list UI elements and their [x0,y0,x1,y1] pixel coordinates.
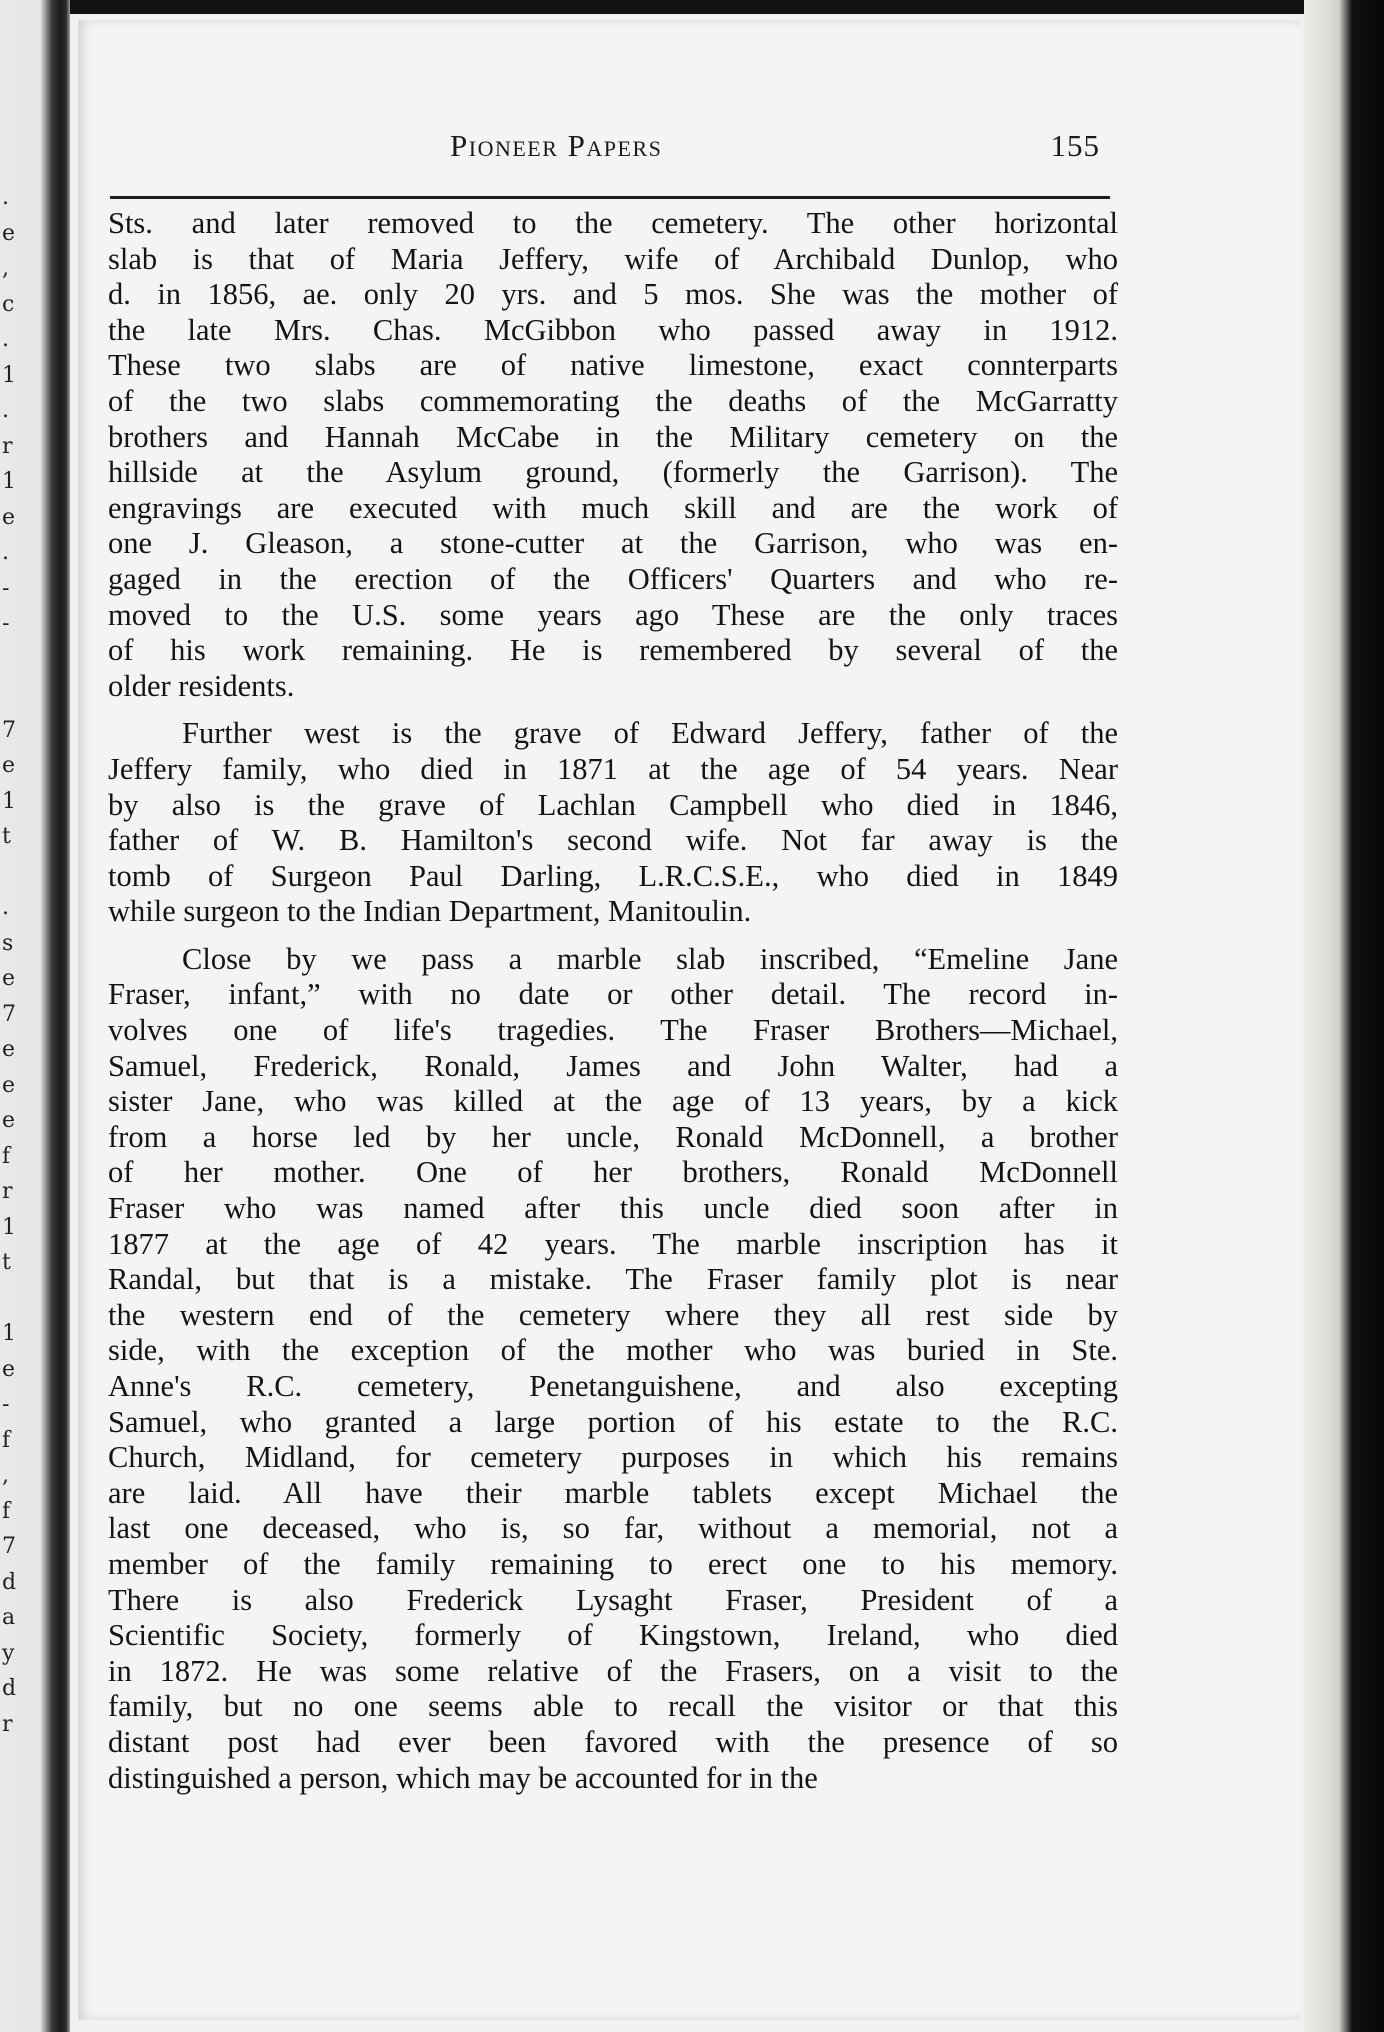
margin-fragment [2,642,26,678]
margin-fragment: y [2,1640,15,1666]
running-head [110,128,1110,168]
margin-fragment: 7 [2,1001,16,1027]
text-line: from a horse led by her uncle, Ronald McDonnell, a brother [108,1119,1118,1154]
margin-fragment: f [2,1427,11,1453]
margin-fragment: e [2,1356,16,1382]
margin-fragment: 1 [2,1321,16,1346]
text-line: Randal, but that is a mistake. The Fraser family plot is near [108,1262,1118,1297]
text-line: tomb of Surgeon Paul Darling, L.R.C.S.E., who died in 1849 [108,858,1118,893]
text-line: by also is the grave of Lachlan Campbell who died in 1846, [108,787,1118,822]
margin-fragment: e [2,1037,16,1062]
margin-fragment: 1 [2,1214,16,1240]
text-line: older residents. [108,668,295,703]
text-line: engravings are executed with much skill and are the work of [108,490,1118,525]
text-line: Further west is the grave of Edward Jeffery, father of the [182,716,1118,751]
text-line: one J. Gleason, a stone-cutter at the Garrison, who was en- [108,526,1118,561]
text-line: Samuel, who granted a large portion of his estate to the R.C. [108,1404,1118,1439]
text-line: slab is that of Maria Jeffery, wife of Archibald Dunlop, who [108,241,1118,276]
margin-fragment: r [2,1711,13,1737]
text-line: Fraser who was named after this uncle died soon after in [108,1191,1118,1226]
margin-fragment: e [2,504,16,530]
margin-fragment: r [2,1179,13,1204]
margin-fragment: d [2,1569,17,1595]
margin-fragment: 7 [2,717,16,743]
text-line: the late Mrs. Chas. McGibbon who passed away in 1912. [108,312,1118,347]
margin-fragment: e [2,753,16,778]
paragraph [108,206,1118,704]
margin-fragment: a [2,1605,16,1630]
margin-fragment: r [2,433,13,459]
margin-fragment: f [2,1498,11,1524]
margin-fragment: 7 [2,1534,16,1559]
text-line: gaged in the erection of the Officers' Quarters and who re- [108,561,1118,596]
text-line: sister Jane, who was killed at the age of 13 years, by a kick [108,1084,1118,1119]
margin-fragment: c [2,291,15,317]
margin-fragment [2,677,26,713]
margin-fragment: d [2,1676,17,1701]
text-line: side, with the exception of the mother who was buried in Ste. [108,1333,1118,1368]
text-line: last one deceased, who is, so far, without a memorial, not a [108,1511,1118,1546]
margin-fragment: , [2,256,9,281]
margin-fragment: e [2,1072,16,1098]
scan-right-border [1304,0,1384,2032]
margin-fragment: e [2,966,16,991]
text-line: 1877 at the age of 42 years. The marble inscription has it [108,1226,1118,1261]
text-line: hillside at the Asylum ground, (formerly the Garrison). The [108,455,1118,490]
margin-fragment: 1 [2,362,16,388]
text-line: are laid. All have their marble tablets except Michael the [108,1475,1118,1510]
text-line: Scientific Society, formerly of Kingstown, Ireland, who died [108,1618,1118,1653]
margin-fragment: . [2,327,9,352]
margin-fragment: 1 [2,469,16,494]
text-line: father of W. B. Hamilton's second wife. Not far away is the [108,823,1118,858]
text-line: member of the family remaining to erect one to his memory. [108,1546,1118,1581]
scan-top-border [0,0,1384,14]
text-line: of her mother. One of her brothers, Ronald McDonnell [108,1155,1118,1190]
margin-fragment: t [2,1250,11,1275]
body-text [108,206,1118,1808]
text-line: in 1872. He was some relative of the Frasers, on a visit to the [108,1653,1118,1688]
margin-fragment: - [2,575,10,601]
margin-fragment: , [2,1463,9,1488]
text-line: brothers and Hannah McCabe in the Military cemetery on the [108,419,1118,454]
text-line: Close by we pass a marble slab inscribed, “Emeline Jane [182,941,1118,976]
running-head-title: Pioneer Papers [450,128,663,163]
margin-fragment: - [2,611,10,636]
margin-fragment: . [2,895,9,920]
facing-page-text-fragments [2,180,26,1742]
text-line: the western end of the cemetery where they all rest side by [108,1297,1118,1332]
text-line: Sts. and later removed to the cemetery. The other horizontal [108,206,1118,240]
margin-fragment: e [2,1108,16,1133]
text-line: d. in 1856, ae. only 20 yrs. and 5 mos. She was the mother of [108,277,1118,312]
text-line: distinguished a person, which may be accounted for in the [108,1760,818,1795]
margin-fragment: . [2,398,9,423]
margin-fragment: t [2,824,11,849]
margin-fragment: e [2,220,16,246]
margin-fragment: s [2,930,14,956]
margin-fragment: . [2,540,9,565]
paragraph [108,942,1118,1796]
text-line: Fraser, infant,” with no date or other detail. The record in- [108,977,1118,1012]
text-line: moved to the U.S. some years ago These are the only traces [108,597,1118,632]
header-rule [110,196,1110,199]
text-line: Jeffery family, who died in 1871 at the age of 54 years. Near [108,751,1118,786]
margin-fragment [2,855,26,891]
text-line: of his work remaining. He is remembered by several of the [108,633,1118,668]
text-line: Anne's R.C. cemetery, Penetanguishene, and also excepting [108,1369,1118,1403]
text-line: of the two slabs commemorating the deaths of the McGarratty [108,383,1118,418]
margin-fragment: 1 [2,788,16,814]
text-line: volves one of life's tragedies. The Fraser Brothers—Michael, [108,1013,1118,1048]
page-number: 155 [1050,128,1100,163]
text-line: Samuel, Frederick, Ronald, James and John Walter, had a [108,1048,1118,1083]
paragraph [108,716,1118,930]
text-line: These two slabs are of native limestone, exact connterparts [108,348,1118,383]
text-line: Church, Midland, for cemetery purposes in which his remains [108,1440,1118,1475]
text-line: There is also Frederick Lysaght Fraser, President of a [108,1582,1118,1617]
margin-fragment: f [2,1143,11,1169]
text-line: family, but no one seems able to recall the visitor or that this [108,1689,1118,1724]
margin-fragment [2,1281,26,1317]
margin-fragment: . [2,185,9,210]
text-line: distant post had ever been favored with the presence of so [108,1724,1118,1759]
margin-fragment: - [2,1392,10,1417]
text-line: while surgeon to the Indian Department, Manitoulin. [108,894,752,929]
